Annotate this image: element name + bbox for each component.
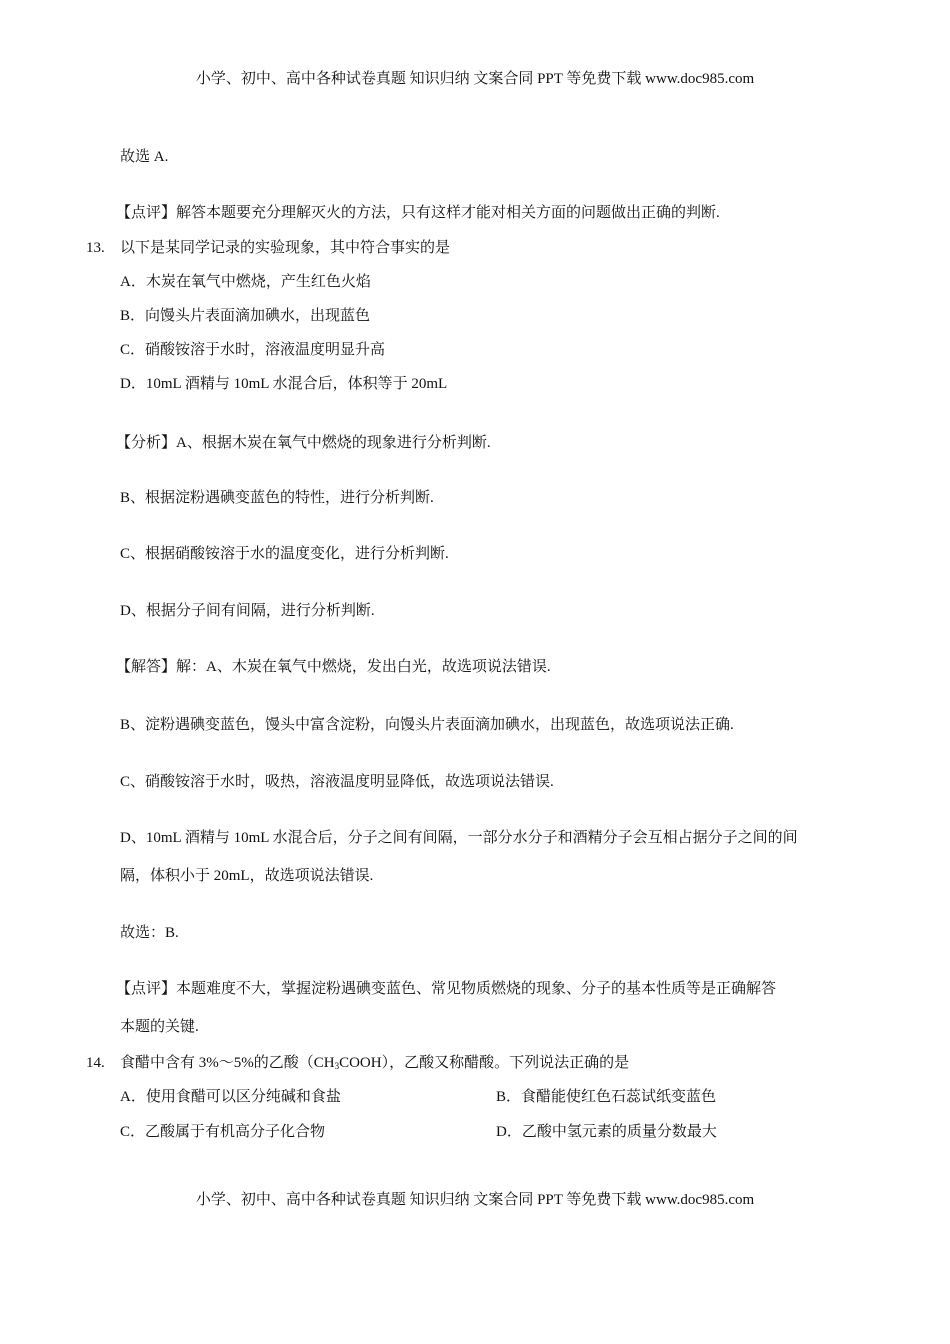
question-13-number: 13. xyxy=(86,240,105,256)
stem-part: COOH），乙酸又称醋酸。下列说法正确的是 xyxy=(339,1055,630,1071)
q13-solution-line: 隔，体积小于 20mL，故选项说法错误. xyxy=(120,868,374,884)
question-14-stem xyxy=(120,1053,629,1076)
q13-solution-line: B、淀粉遇碘变蓝色，馒头中富含淀粉，向馒头片表面滴加碘水，出现蓝色，故选项说法正确. xyxy=(120,717,734,733)
stem-part: 食醋中含有 3%～5%的乙酸（CH xyxy=(120,1055,335,1071)
q13-analysis-line: B、根据淀粉遇碘变蓝色的特性，进行分析判断. xyxy=(120,490,434,506)
q13-analysis-line: D、根据分子间有间隔，进行分析判断. xyxy=(120,603,375,619)
q13-answer: 故选：B. xyxy=(120,925,179,941)
q13-analysis-line: 【分析】A、根据木炭在氧气中燃烧的现象进行分析判断. xyxy=(116,435,491,451)
q13-option-a: A．木炭在氧气中燃烧，产生红色火焰 xyxy=(120,274,371,290)
q13-solution-line: D、10mL 酒精与 10mL 水混合后，分子之间有间隔，一部分水分子和酒精分子会互相占据分子之间的间 xyxy=(120,830,798,846)
q13-comment-line: 本题的关键. xyxy=(120,1019,199,1035)
q14-option-d: D．乙酸中氢元素的质量分数最大 xyxy=(496,1124,717,1140)
q13-option-d: D．10mL 酒精与 10mL 水混合后，体积等于 20mL xyxy=(120,376,448,392)
page-header: 小学、初中、高中各种试卷真题 知识归纳 文案合同 PPT 等免费下载 www.doc985.com xyxy=(195,71,755,87)
q13-analysis-line: C、根据硝酸铵溶于水的温度变化，进行分析判断. xyxy=(120,546,449,562)
page-footer: 小学、初中、高中各种试卷真题 知识归纳 文案合同 PPT 等免费下载 www.doc985.com xyxy=(195,1192,755,1208)
q13-option-c: C．硝酸铵溶于水时，溶液温度明显升高 xyxy=(120,342,386,358)
subscript: 3 xyxy=(334,1061,340,1071)
question-13-stem: 以下是某同学记录的实验现象，其中符合事实的是 xyxy=(120,240,451,256)
q14-option-b: B．食醋能使红色石蕊试纸变蓝色 xyxy=(496,1089,717,1105)
q13-solution-line: 【解答】解：A、木炭在氧气中燃烧，发出白光，故选项说法错误. xyxy=(116,659,551,675)
q14-option-a: A．使用食醋可以区分纯碱和食盐 xyxy=(120,1089,341,1105)
question-14-number: 14. xyxy=(86,1055,105,1071)
q14-option-c: C．乙酸属于有机高分子化合物 xyxy=(120,1124,326,1140)
q13-solution-line: C、硝酸铵溶于水时，吸热，溶液温度明显降低，故选项说法错误. xyxy=(120,774,554,790)
q13-comment-line: 【点评】本题难度不大，掌握淀粉遇碘变蓝色、常见物质燃烧的现象、分子的基本性质等是正确解答 xyxy=(116,981,777,997)
previous-comment: 【点评】解答本题要充分理解灭火的方法，只有这样才能对相关方面的问题做出正确的判断. xyxy=(116,205,720,221)
previous-answer: 故选 A. xyxy=(120,149,169,165)
q13-option-b: B．向馒头片表面滴加碘水，出现蓝色 xyxy=(120,308,371,324)
